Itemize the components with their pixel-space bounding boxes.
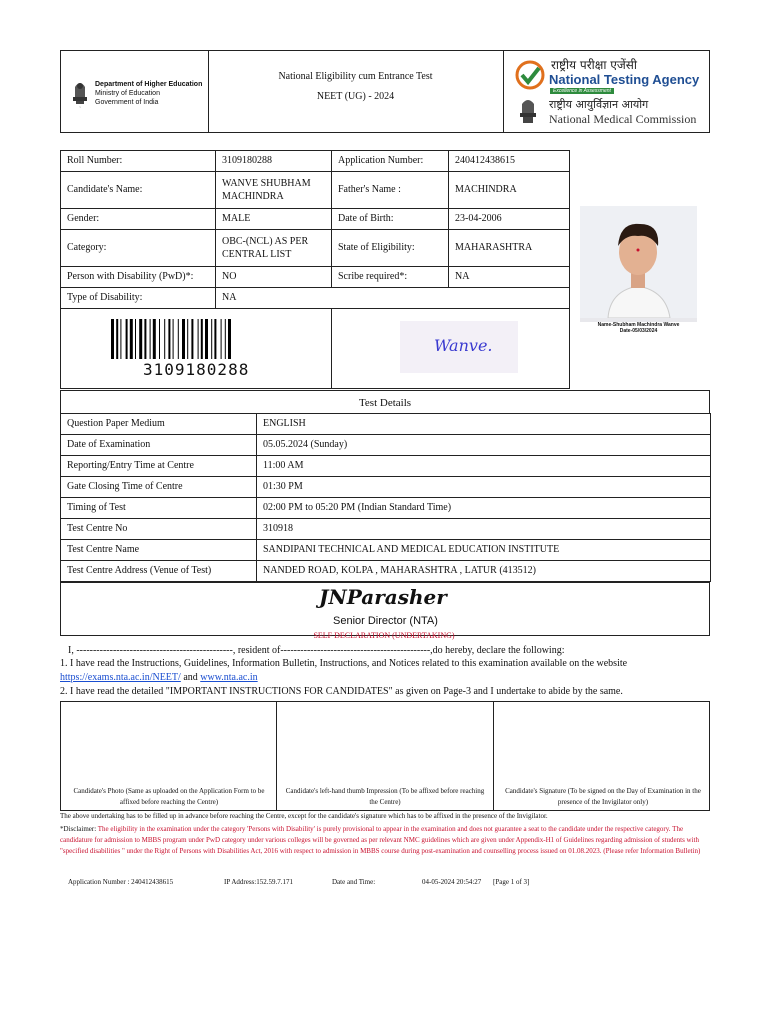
ministry-name: Ministry of Education (95, 90, 160, 97)
footer-date-value: 04-05-2024 20:54:27 (422, 878, 482, 886)
barcode-bar (168, 319, 170, 359)
photo-caption-name: Name-Shubham Machindra Wanve (580, 322, 697, 328)
barcode-bar (211, 319, 212, 359)
declaration-heading: SELF DECLARATION (UNDERTAKING) (313, 631, 455, 640)
barcode-bar (135, 319, 136, 359)
box-divider (493, 702, 494, 810)
signature-box-caption: Candidate's Signature (To be signed on the Day of Examination in the presence of the Invigilator only) (505, 787, 701, 806)
barcode-number: 3109180288 (143, 360, 250, 379)
test-detail-value: ENGLISH (257, 414, 711, 435)
barcode-bar (214, 319, 216, 359)
barcode-bar (191, 319, 193, 359)
barcode-bar (182, 319, 185, 359)
test-details-title: Test Details (60, 390, 710, 414)
test-detail-value: 11:00 AM (257, 456, 711, 477)
exam-title: National Eligibility cum Entrance Test (278, 71, 433, 82)
barcode-bar (201, 319, 203, 359)
nmc-name: National Medical Commission (549, 112, 697, 126)
barcode-bar (120, 319, 121, 359)
disability-type-label: Type of Disability: (61, 288, 216, 309)
candidate-photo-image (580, 206, 697, 318)
test-detail-label: Date of Examination (61, 435, 257, 456)
undertaking-boxes (60, 701, 710, 811)
nta-hindi-name: राष्ट्रीय परीक्षा एजेंसी (551, 58, 638, 72)
father-name-value: MACHINDRA (449, 172, 570, 209)
test-detail-row (61, 414, 711, 435)
exam-title-block (208, 51, 504, 132)
barcode-bar (164, 319, 165, 359)
disclaimer-label: *Disclaimer: (60, 825, 97, 833)
box-divider (276, 702, 277, 810)
barcode-bar (225, 319, 226, 359)
declaration-links (60, 672, 258, 683)
director-title: Senior Director (NTA) (333, 615, 438, 627)
disclaimer (60, 824, 712, 857)
nta-name: National Testing Agency (549, 72, 700, 87)
barcode-bar (126, 319, 128, 359)
footer-ip-address: IP Address:152.59.7.171 (224, 878, 293, 886)
government-name: Government of India (95, 99, 159, 106)
nta-website-link[interactable]: www.nta.ac.in (200, 672, 258, 683)
nmc-hindi-name: राष्ट्रीय आयुर्विज्ञान आयोग (549, 98, 649, 111)
roll-number-label: Roll Number: (61, 151, 216, 172)
test-detail-label: Question Paper Medium (61, 414, 257, 435)
test-detail-label: Timing of Test (61, 498, 257, 519)
father-name-label: Father's Name : (332, 172, 449, 209)
barcode-bar (173, 319, 174, 359)
test-detail-label: Test Centre No (61, 519, 257, 540)
candidate-signature-text: Wanve. (434, 336, 493, 355)
nmc-emblem-icon (517, 95, 539, 127)
barcode-bar (198, 319, 199, 359)
test-detail-label: Reporting/Entry Time at Centre (61, 456, 257, 477)
disability-type-value: NA (216, 288, 570, 309)
test-detail-value: SANDIPANI TECHNICAL AND MEDICAL EDUCATION INSTITUTE (257, 540, 711, 561)
director-signature-block (60, 582, 710, 636)
barcode-bar (116, 319, 118, 359)
test-detail-value: NANDED ROAD, KOLPA , MAHARASHTRA , LATUR (413512) (257, 561, 711, 582)
candidate-name-value: WANVE SHUBHAM MACHINDRA (216, 172, 332, 209)
barcode-cell (61, 309, 332, 389)
test-detail-row (61, 561, 711, 582)
category-value: OBC-(NCL) AS PER CENTRAL LIST (216, 230, 332, 267)
declaration-line3: 2. I have read the detailed "IMPORTANT INSTRUCTIONS FOR CANDIDATES" as given on Page-3 and I undertake to abide by the same. (60, 686, 623, 697)
photo-box-caption: Candidate's Photo (Same as uploaded on the Application Form to be affixed before reaching the Centre) (73, 787, 265, 806)
test-detail-row (61, 498, 711, 519)
dob-label: Date of Birth: (332, 209, 449, 230)
svg-text:~: ~ (79, 105, 81, 109)
signature-cell (332, 309, 570, 389)
candidate-name-label: Candidate's Name: (61, 172, 216, 209)
application-number-value: 240412438615 (449, 151, 570, 172)
test-detail-row (61, 477, 711, 498)
agency-logos (503, 51, 709, 132)
dob-value: 23-04-2006 (449, 209, 570, 230)
test-detail-label: Test Centre Name (61, 540, 257, 561)
roll-number-value: 3109180288 (216, 151, 332, 172)
test-detail-value: 02:00 PM to 05:20 PM (Indian Standard Time) (257, 498, 711, 519)
declaration-line1: I, -----------------------------------------------, resident of---------------------------------------------,do hereby, declare the following: (68, 645, 565, 656)
test-detail-row (61, 435, 711, 456)
exam-subtitle: NEET (UG) - 2024 (316, 91, 395, 102)
photo-caption-date: Date-05/03/2024 (580, 328, 697, 334)
disclaimer-text: The eligibility in the examination under the category 'Persons with Disability' is purely provisional to appear in the examination and does not guarantee a seat to the candidate under the respective category. The candidature for admission to MBBS program under PwD category under various colleges will be governed as per relevant NMC guidelines which are given under Appendix-H1 of Guidelines regarding admission of students with "specified disabilities " under the Right of Persons with Disabilities Act, 2016 with respect to admission in MBBS course during post-examination and counselling process issued on 01.08.2023. (Please refer Information Bulletin) (60, 825, 701, 855)
test-detail-label: Test Centre Address (Venue of Test) (61, 561, 257, 582)
pwd-value: NO (216, 267, 332, 288)
barcode-bar (153, 319, 156, 359)
scribe-label: Scribe required*: (332, 267, 449, 288)
department-name: Department of Higher Education (95, 81, 203, 88)
candidate-photo (580, 206, 697, 334)
barcode-bar (111, 319, 114, 359)
barcode-bar (139, 319, 142, 359)
barcode-bar (178, 319, 179, 359)
barcode-bar (228, 319, 231, 359)
test-detail-row (61, 540, 711, 561)
barcode-bar (187, 319, 188, 359)
nta-tagline: Excellence in Assessment (550, 88, 614, 94)
barcode-bar (144, 319, 146, 359)
state-eligibility-value: MAHARASHTRA (449, 230, 570, 267)
test-detail-row (61, 519, 711, 540)
pwd-label: Person with Disability (PwD)*: (61, 267, 216, 288)
admit-card-header (60, 50, 710, 133)
barcode-bar (205, 319, 208, 359)
barcode-bar (221, 319, 222, 359)
undertaking-note: The above undertaking has to be filled up in advance before reaching the Centre, except for the candidate's signature which has to be affixed in the presence of the Invigilator. (60, 812, 548, 820)
gender-value: MALE (216, 209, 332, 230)
application-number-label: Application Number: (332, 151, 449, 172)
links-and: and (183, 672, 198, 683)
barcode-bar (150, 319, 151, 359)
director-signature: JNParasher (319, 585, 447, 609)
test-detail-row (61, 456, 711, 477)
photo-cell (570, 151, 711, 389)
test-detail-label: Gate Closing Time of Centre (61, 477, 257, 498)
barcode-bar (130, 319, 133, 359)
candidate-signature (400, 321, 518, 373)
nta-check-logo-icon (515, 60, 545, 90)
scribe-value: NA (449, 267, 570, 288)
footer-application-number: Application Number : 240412438615 (68, 878, 174, 886)
test-detail-value: 310918 (257, 519, 711, 540)
barcode-bar (159, 319, 160, 359)
ministry-block (61, 51, 209, 132)
test-detail-value: 05.05.2024 (Sunday) (257, 435, 711, 456)
barcode-image (111, 319, 291, 359)
test-detail-value: 01:30 PM (257, 477, 711, 498)
gender-label: Gender: (61, 209, 216, 230)
candidate-details-table (60, 150, 711, 389)
category-label: Category: (61, 230, 216, 267)
state-emblem-icon (70, 77, 90, 109)
footer-date-label: Date and Time: (332, 878, 376, 886)
nta-neet-link[interactable]: https://exams.nta.ac.in/NEET/ (60, 672, 181, 683)
declaration-line2: 1. I have read the Instructions, Guidelines, Information Bulletin, Instructions, and Notices related to this examination available on the website (60, 658, 628, 669)
test-details-table (60, 413, 711, 582)
state-eligibility-label: State of Eligibility: (332, 230, 449, 267)
thumb-box-caption: Candidate's left-hand thumb Impression (To be affixed before reaching the Centre) (285, 787, 485, 806)
footer-page-number: [Page 1 of 3] (493, 878, 530, 886)
